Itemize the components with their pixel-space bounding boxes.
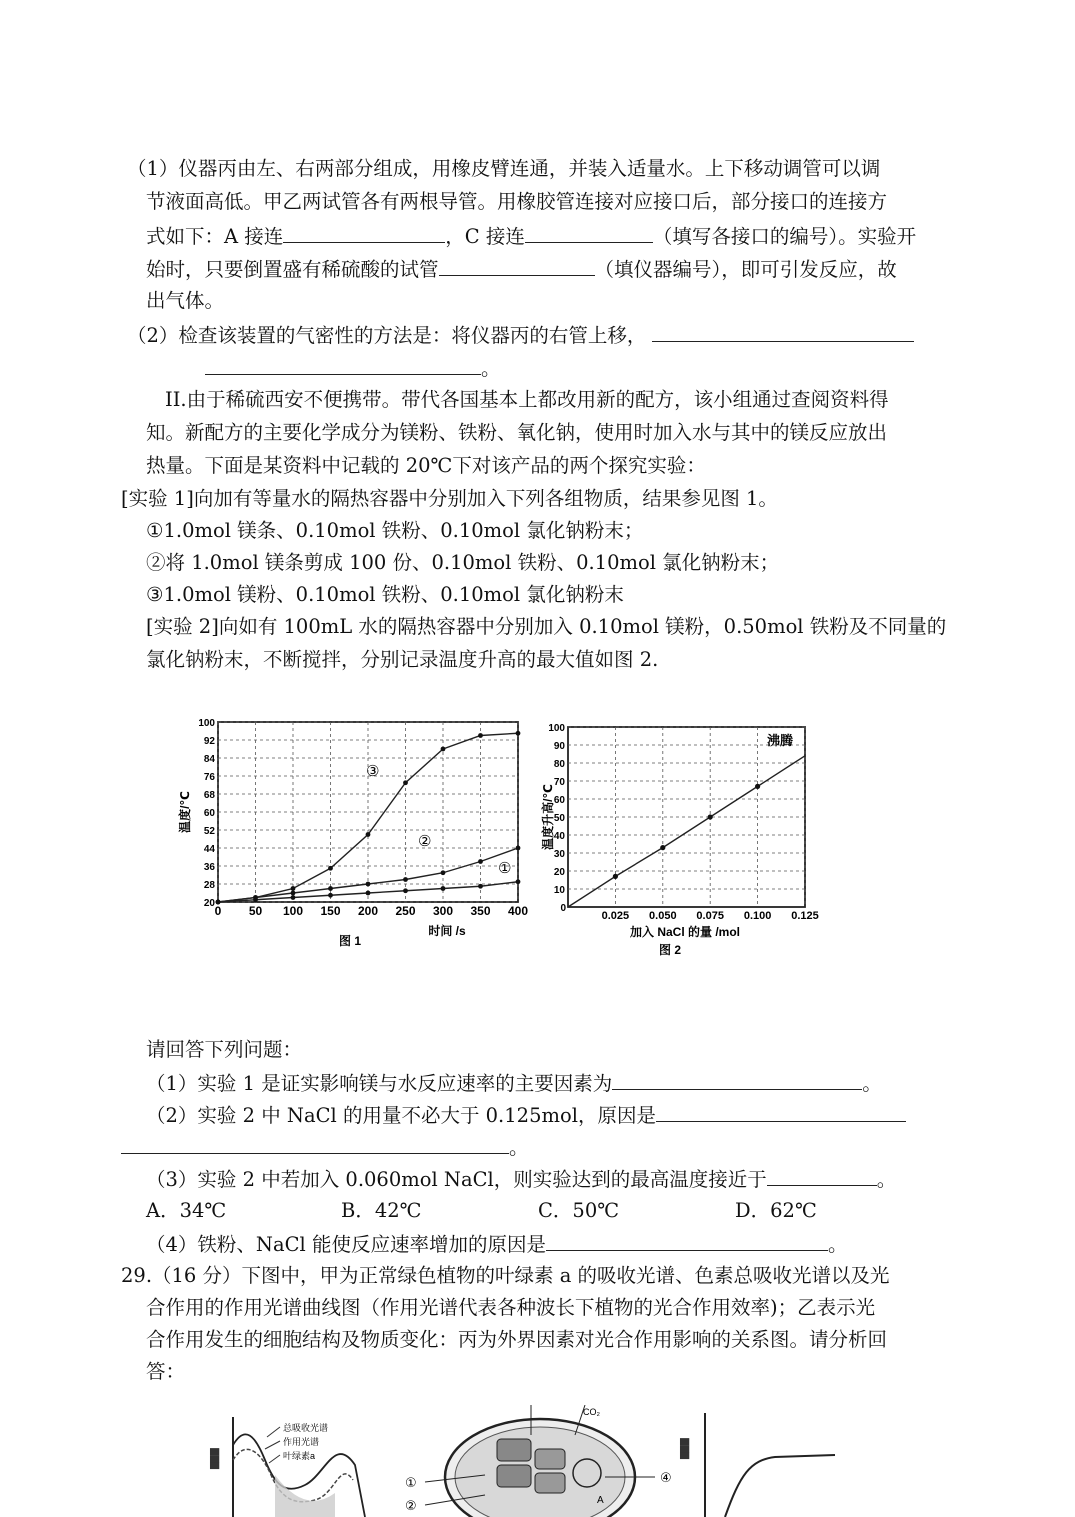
data-point [660,845,665,850]
y-tick-label: 20 [203,898,215,909]
y-tick-label: 100 [198,718,215,729]
text-line: II.由于稀硫西安不便携带。带代各国基本上都改用新的配方，该小组通过查阅资料得 [165,388,889,411]
text-line: 29.（16 分）下图中，甲为正常绿色植物的叶绿素 a 的吸收光谱、色素总吸收光谱以及光 [121,1264,890,1287]
text-fragment: 。 [509,1136,529,1159]
svg-text:▇▇▇: ▇▇▇ [679,1438,689,1459]
y-tick-label: 36 [203,862,215,873]
text-line [146,1069,882,1097]
text-line: ③1.0mol 镁粉、0.10mol 铁粉、0.10mol 氯化钠粉末 [146,583,624,606]
legend-chlorophyll-a: 叶绿素a [283,1451,316,1461]
data-point [403,888,408,893]
x-tick-label: 150 [320,904,341,918]
data-point [478,884,483,889]
x-tick-label: 0.075 [696,910,724,922]
figure-caption: 图 1 [338,934,362,948]
x-tick-label: 0 [214,904,222,918]
y-tick-label: 80 [553,759,565,770]
y-tick-label: 84 [203,754,215,765]
y-tick-label: 76 [203,772,215,783]
y-tick-label: 68 [203,790,215,801]
data-point [366,891,371,896]
text-fragment: 。 [827,1233,848,1256]
answer-blank[interactable] [767,1165,877,1186]
y-tick-label: 30 [553,849,565,860]
x-axis-label: 加入 NaCl 的量 /mol [629,925,741,939]
label-co2: CO₂ [583,1407,600,1417]
data-point [328,893,333,898]
text-fragment: （填写各接口的编号）。实验开 [652,225,917,248]
option-a[interactable]: A．34℃ [146,1199,227,1222]
svg-text:▇▇▇: ▇▇▇ [209,1448,219,1469]
plot-frame [568,727,805,907]
text-line: 热量。下面是某资料中记载的 20℃下对该产品的两个探究实验： [146,454,706,477]
text-fragment: 。 [876,1168,897,1191]
label-2: ② [405,1498,417,1513]
legend-action-spectrum: 作用光谱 [283,1437,320,1447]
x-tick-label: 400 [507,904,529,918]
text-line [205,354,501,382]
label-1: ① [405,1475,417,1490]
text-line: ①1.0mol 镁条、0.10mol 铁粉、0.10mol 氯化钠粉末； [146,519,644,542]
text-line: 合作用发生的细胞结构及物质变化：丙为外界因素对光合作用影响的关系图。请分析回 [146,1328,888,1351]
y-tick-label: 44 [203,844,215,855]
text-fragment: （2）检查该装置的气密性的方法是：将仪器丙的右管上移， [127,324,647,347]
answer-blank[interactable] [121,1133,509,1154]
text-line: [实验 1]向加有等量水的隔热容器中分别加入下列各组物质，结果参见图 1。 [121,487,778,510]
data-point [755,784,760,789]
answer-blank[interactable] [546,1230,828,1251]
y-axis-label: 温度/℃ [178,791,192,833]
text-line: ②将 1.0mol 镁条剪成 100 份、0.10mol 铁粉、0.10mol 氯化钠粉末； [146,551,780,574]
text-line [146,1165,896,1193]
figure-3-diagram [205,1405,875,1517]
annotation-boiling: 沸腾 [766,733,794,748]
data-point [441,870,446,875]
x-tick-label: 250 [395,904,416,918]
text-line [121,1133,529,1161]
answer-blank[interactable] [525,222,653,243]
text-fragment: 始时，只要倒置盛有稀硫酸的试管 [146,258,439,281]
data-point [708,814,713,819]
text-line: 知。新配方的主要化学成分为镁粉、铁粉、氧化钠，使用时加入水与其中的镁反应放出 [146,421,888,444]
data-point [441,747,446,752]
option-c[interactable]: C．50℃ [538,1199,620,1222]
x-axis-label: 时间 /s [428,924,466,938]
data-point [403,877,408,882]
text-line: 请回答下列问题： [146,1038,303,1061]
text-line [146,255,897,283]
data-point [291,895,296,900]
data-point [366,882,371,887]
y-tick-label: 20 [553,867,565,878]
text-line: 答： [146,1360,186,1383]
text-line: 氯化钠粉末，不断搅拌，分别记录温度升高的最大值如图 2. [146,648,659,671]
answer-blank[interactable] [656,1101,906,1122]
data-point [366,832,371,837]
text-fragment: （4）铁粉、NaCl 能使反应速率增加的原因是 [146,1233,546,1256]
text-fragment: （1）实验 1 是证实影响镁与水反应速率的主要因素为 [146,1072,613,1095]
answer-blank[interactable] [612,1069,862,1090]
y-axis-label: 温度升高/℃ [541,784,555,850]
data-point [478,733,483,738]
figure-2-chart [540,712,825,965]
x-tick-label: 0.050 [649,910,677,922]
text-fragment: 。 [481,357,501,380]
data-point [441,886,446,891]
option-b[interactable]: B．42℃ [341,1199,422,1222]
figure-2 [540,712,825,965]
y-tick-label: 50 [553,813,565,824]
y-tick-label: 92 [203,736,215,747]
figure-3-response-panel [679,1413,835,1517]
text-line: 合作用的作用光谱曲线图（作用光谱代表各种波长下植物的光合作用效率)；乙表示光 [146,1296,876,1319]
data-point [478,859,483,864]
text-line: （1）仪器丙由左、右两部分组成，用橡皮臂连通，并装入适量水。上下移动调管可以调 [127,157,881,180]
text-line [146,1101,906,1129]
data-point [403,780,408,785]
y-tick-label: 60 [203,808,215,819]
answer-blank[interactable] [652,321,914,342]
x-tick-label: 0.125 [791,910,819,922]
text-fragment: 。 [862,1072,882,1095]
data-point [328,866,333,871]
x-tick-label: 350 [470,904,491,918]
data-point [291,891,296,896]
data-point [216,900,221,905]
figure-caption: 图 2 [658,943,682,957]
text-fragment: （3）实验 2 中若加入 0.060mol NaCl，则实验达到的最高温度接近于 [146,1168,767,1191]
legend-total-absorption: 总吸收光谱 [283,1423,329,1433]
text-line [146,222,916,250]
origin-label: 0 [560,903,566,914]
text-fragment: （2）实验 2 中 NaCl 的用量不必大于 0.125mol，原因是 [146,1104,656,1127]
text-fragment: （填仪器编号），即可引发反应，故 [594,258,897,281]
answer-blank[interactable] [283,222,445,243]
data-point [253,895,258,900]
x-tick-label: 50 [248,904,263,918]
y-tick-label: 52 [203,826,215,837]
y-tick-label: 90 [553,741,565,752]
data-point [516,731,521,736]
series-label: ② [418,833,432,850]
x-tick-label: 200 [357,904,379,918]
figure-1 [175,705,540,965]
figure-3 [205,1405,875,1517]
x-tick-label: 0.025 [601,910,630,922]
x-tick-label: 300 [432,904,454,918]
x-tick-label: 0.100 [743,910,772,922]
data-point [516,846,521,851]
series-label: ① [498,860,512,877]
text-line: [实验 2]向如有 100mL 水的隔热容器中分别加入 0.10mol 镁粉，0.50mol 铁粉及不同量的 [146,615,947,638]
text-fragment: 式如下：A 接连 [146,225,284,248]
data-point [613,874,618,879]
text-line: 节液面高低。甲乙两试管各有两根导管。用橡胶管连接对应接口后，部分接口的连接方 [146,190,888,213]
y-tick-label: 28 [203,880,215,891]
label-4: ④ [660,1470,672,1485]
figure-3-spectrum-panel [209,1417,365,1517]
data-point [516,879,521,884]
y-tick-label: 70 [553,777,565,788]
figure-3-chloroplast-panel [405,1405,672,1517]
data-point [291,886,296,891]
y-tick-label: 40 [553,831,565,842]
label-a: A [597,1495,604,1506]
x-tick-label: 100 [282,904,304,918]
series-label: ③ [366,763,380,780]
y-tick-label: 100 [548,723,565,734]
answer-blank[interactable] [205,354,481,375]
text-fragment: ，C 接连 [445,225,525,248]
y-tick-label: 60 [553,795,565,806]
option-d[interactable]: D．62℃ [735,1199,817,1222]
figure-1-chart [175,705,540,965]
text-line [127,321,914,349]
text-line [146,1230,847,1258]
text-line: 出气体。 [146,289,225,312]
y-tick-label: 10 [553,885,565,896]
data-point [328,886,333,891]
answer-blank[interactable] [439,255,595,276]
